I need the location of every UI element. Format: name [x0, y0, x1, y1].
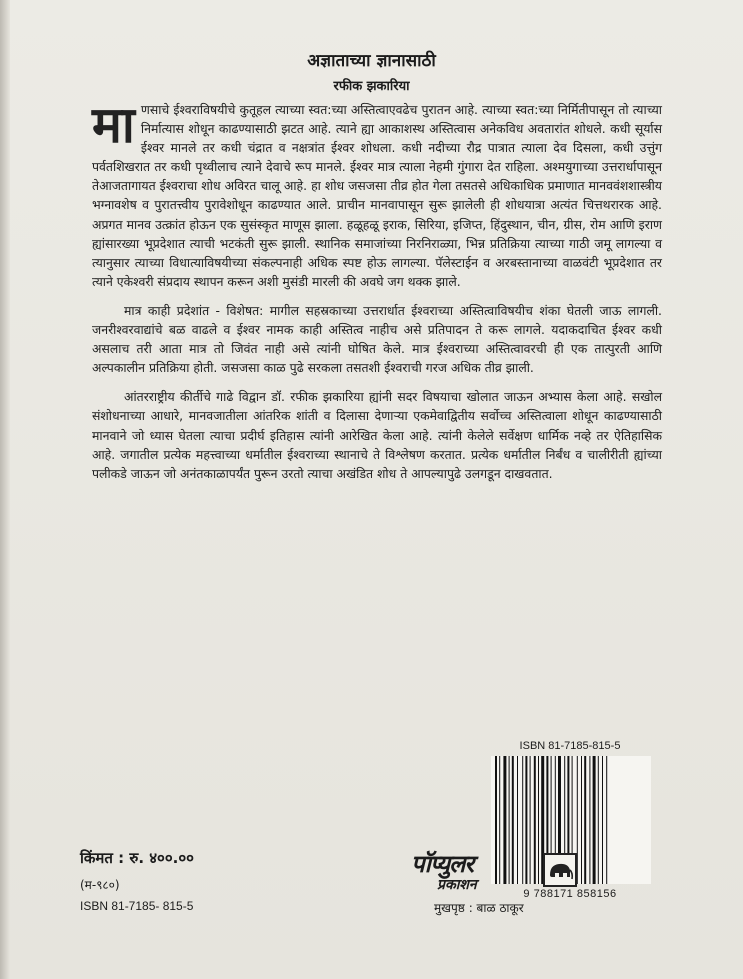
blurb-paragraph: मात्र काही प्रदेशांत - विशेषत: मागील सहस्रकाच्या उत्तरार्धात ईश्वराच्या अस्तित्वाविषयीच शंका घेतली जाऊ लागली. जनरीश्वरवाद्यांचे बळ वाढले व ईश्वर नामक काही अस्तित्व नाहीच असे प्रतिपादन ते करू लागले. यदाकदाचित ईश्वर कधी असलाच तरी आता मात्र तो जिवंत नाही असे त्यांनी घोषित केले. मात्र ईश्वराच्या अस्तित्वावरची ही एक तात्पुरती आणि अल्पकालीन प्रतिक्रिया होती. जसजसा काळ पुढे सरकला तसतशी ईश्वराची गरज अधिक तीव्र झाली.	[92, 302, 662, 376]
drop-cap: मा	[92, 96, 135, 154]
publisher-name-line2: प्रकाशन	[437, 877, 477, 893]
elephant-emblem-icon	[543, 853, 577, 887]
blurb	[92, 96, 662, 493]
cover-edge	[0, 0, 10, 979]
book-title: अज्ञाताच्या ज्ञानासाठी	[307, 51, 436, 71]
publisher-logo	[411, 847, 576, 893]
blurb-paragraph	[92, 96, 662, 291]
isbn: ISBN 81-7185- 815-5	[80, 899, 194, 913]
author-name: रफीक झकारिया	[333, 79, 410, 94]
barcode-isbn-label: ISBN 81-7185-815-5	[519, 740, 621, 752]
blurb-paragraph-text: णसाचे ईश्वराविषयीचे कुतूहल त्याच्या स्वत:च्या अस्तित्वाएवढेच पुरातन आहे. त्याच्या स्वत:च्या निर्मितीपासून तो त्याच्या निर्मात्यास शोधून काढण्यासाठी झटत आहे. त्याने ह्या आकाशस्थ अस्तित्वास अनेकविध अवतारांत शोधले. कधी सूर्यास ईश्वर मानले तर कधी चंद्रात व नक्षत्रांत ईश्वर शोधला. कधी नदीच्या रौद्र पात्रात त्याला देव दिसला, कधी उत्तुंग पर्वतशिखरात तर कधी पृथ्वीलाच त्याने देवाचे रूप मानले. ईश्वर मात्र त्याला नेहमी गुंगारा देत राहिला. अश्मयुगाच्या उत्तरार्धापासून तेआजतागायत ईश्वराचा शोध अविरत चालू आहे. हा शोध जसजसा तीव्र होत गेला तसतसे अधिकाधिक प्रमाणात मानववंशशास्त्रीय भग्नावशेष व पुरातत्त्वीय पुरावेशोधून काढण्यात आले. प्राचीन मानवापासून सुरू झालेली ही शोधयात्रा अत्यंत चित्तथरारक आहे. अप्रगत मानव उत्क्रांत होऊन एक सुसंस्कृत माणूस झाला. हळूहळू इराक, सिरिया, इजिप्त, हिंदुस्थान, चीन, ग्रीस, रोम आणि इराण ह्यांसारख्या भूप्रदेशात त्याची भटकंती सुरू झाली. स्थानिक समाजांच्या निरनिराळ्या, भिन्न प्रतिक्रिया त्याच्या गाठी जमू लागल्या व त्यानुसार त्याच्या विधात्याविषयीच्या संकल्पनाही अधिक स्पष्ट होऊ लागल्या. पॅलेस्टाईन व अरबस्तानाच्या वाळवंटी भूप्रदेशात तर त्याने एकेश्वरी संप्रदाय स्थापन करून अशी मुसंडी मारली की अवघे जग थक्क झाले.	[92, 102, 662, 289]
publisher-name: पॉप्युलर	[411, 850, 474, 878]
blurb-paragraph: आंतरराष्ट्रीय कीर्तीचे गाढे विद्वान डॉ. रफीक झकारिया ह्यांनी सदर विषयाचा खोलात जाऊन अभ्यास केला आहे. सखोल संशोधनाच्या आधारे, मानवजातीला आंतरिक शांती व दिलासा देणाऱ्या एकमेवाद्वितीय सर्वोच्च अस्तित्वाला शोधून काढण्यासाठी मानवाने जो ध्यास घेतला त्याचा प्रदीर्घ इतिहास त्यांनी आरेखित केला आहे. त्यांनी केलेले सर्वेक्षण धार्मिक नव्हे तर ऐतिहासिक आहे. जगातील प्रत्येक महत्त्वाच्या धर्मातील ईश्वराच्या स्थानाचे ते विश्लेषण करतात. प्रत्येक धर्मातील निर्बंध व चालीरीती ह्यांच्या पलीकडे जाऊन जो अनंतकाळापर्यंत पुरून उरतो त्याचा अखंडित शोध ते आपल्यापुढे उलगडून दाखवतात.	[92, 389, 662, 481]
barcode-number: 9 788171 858156	[523, 888, 617, 900]
price: किंमत : रु. ४००.००	[80, 849, 194, 867]
catalog-code: (म-९८०)	[80, 878, 120, 892]
cover-design-credit: मुखपृष्ठ : बाळ ठाकूर	[434, 901, 524, 915]
